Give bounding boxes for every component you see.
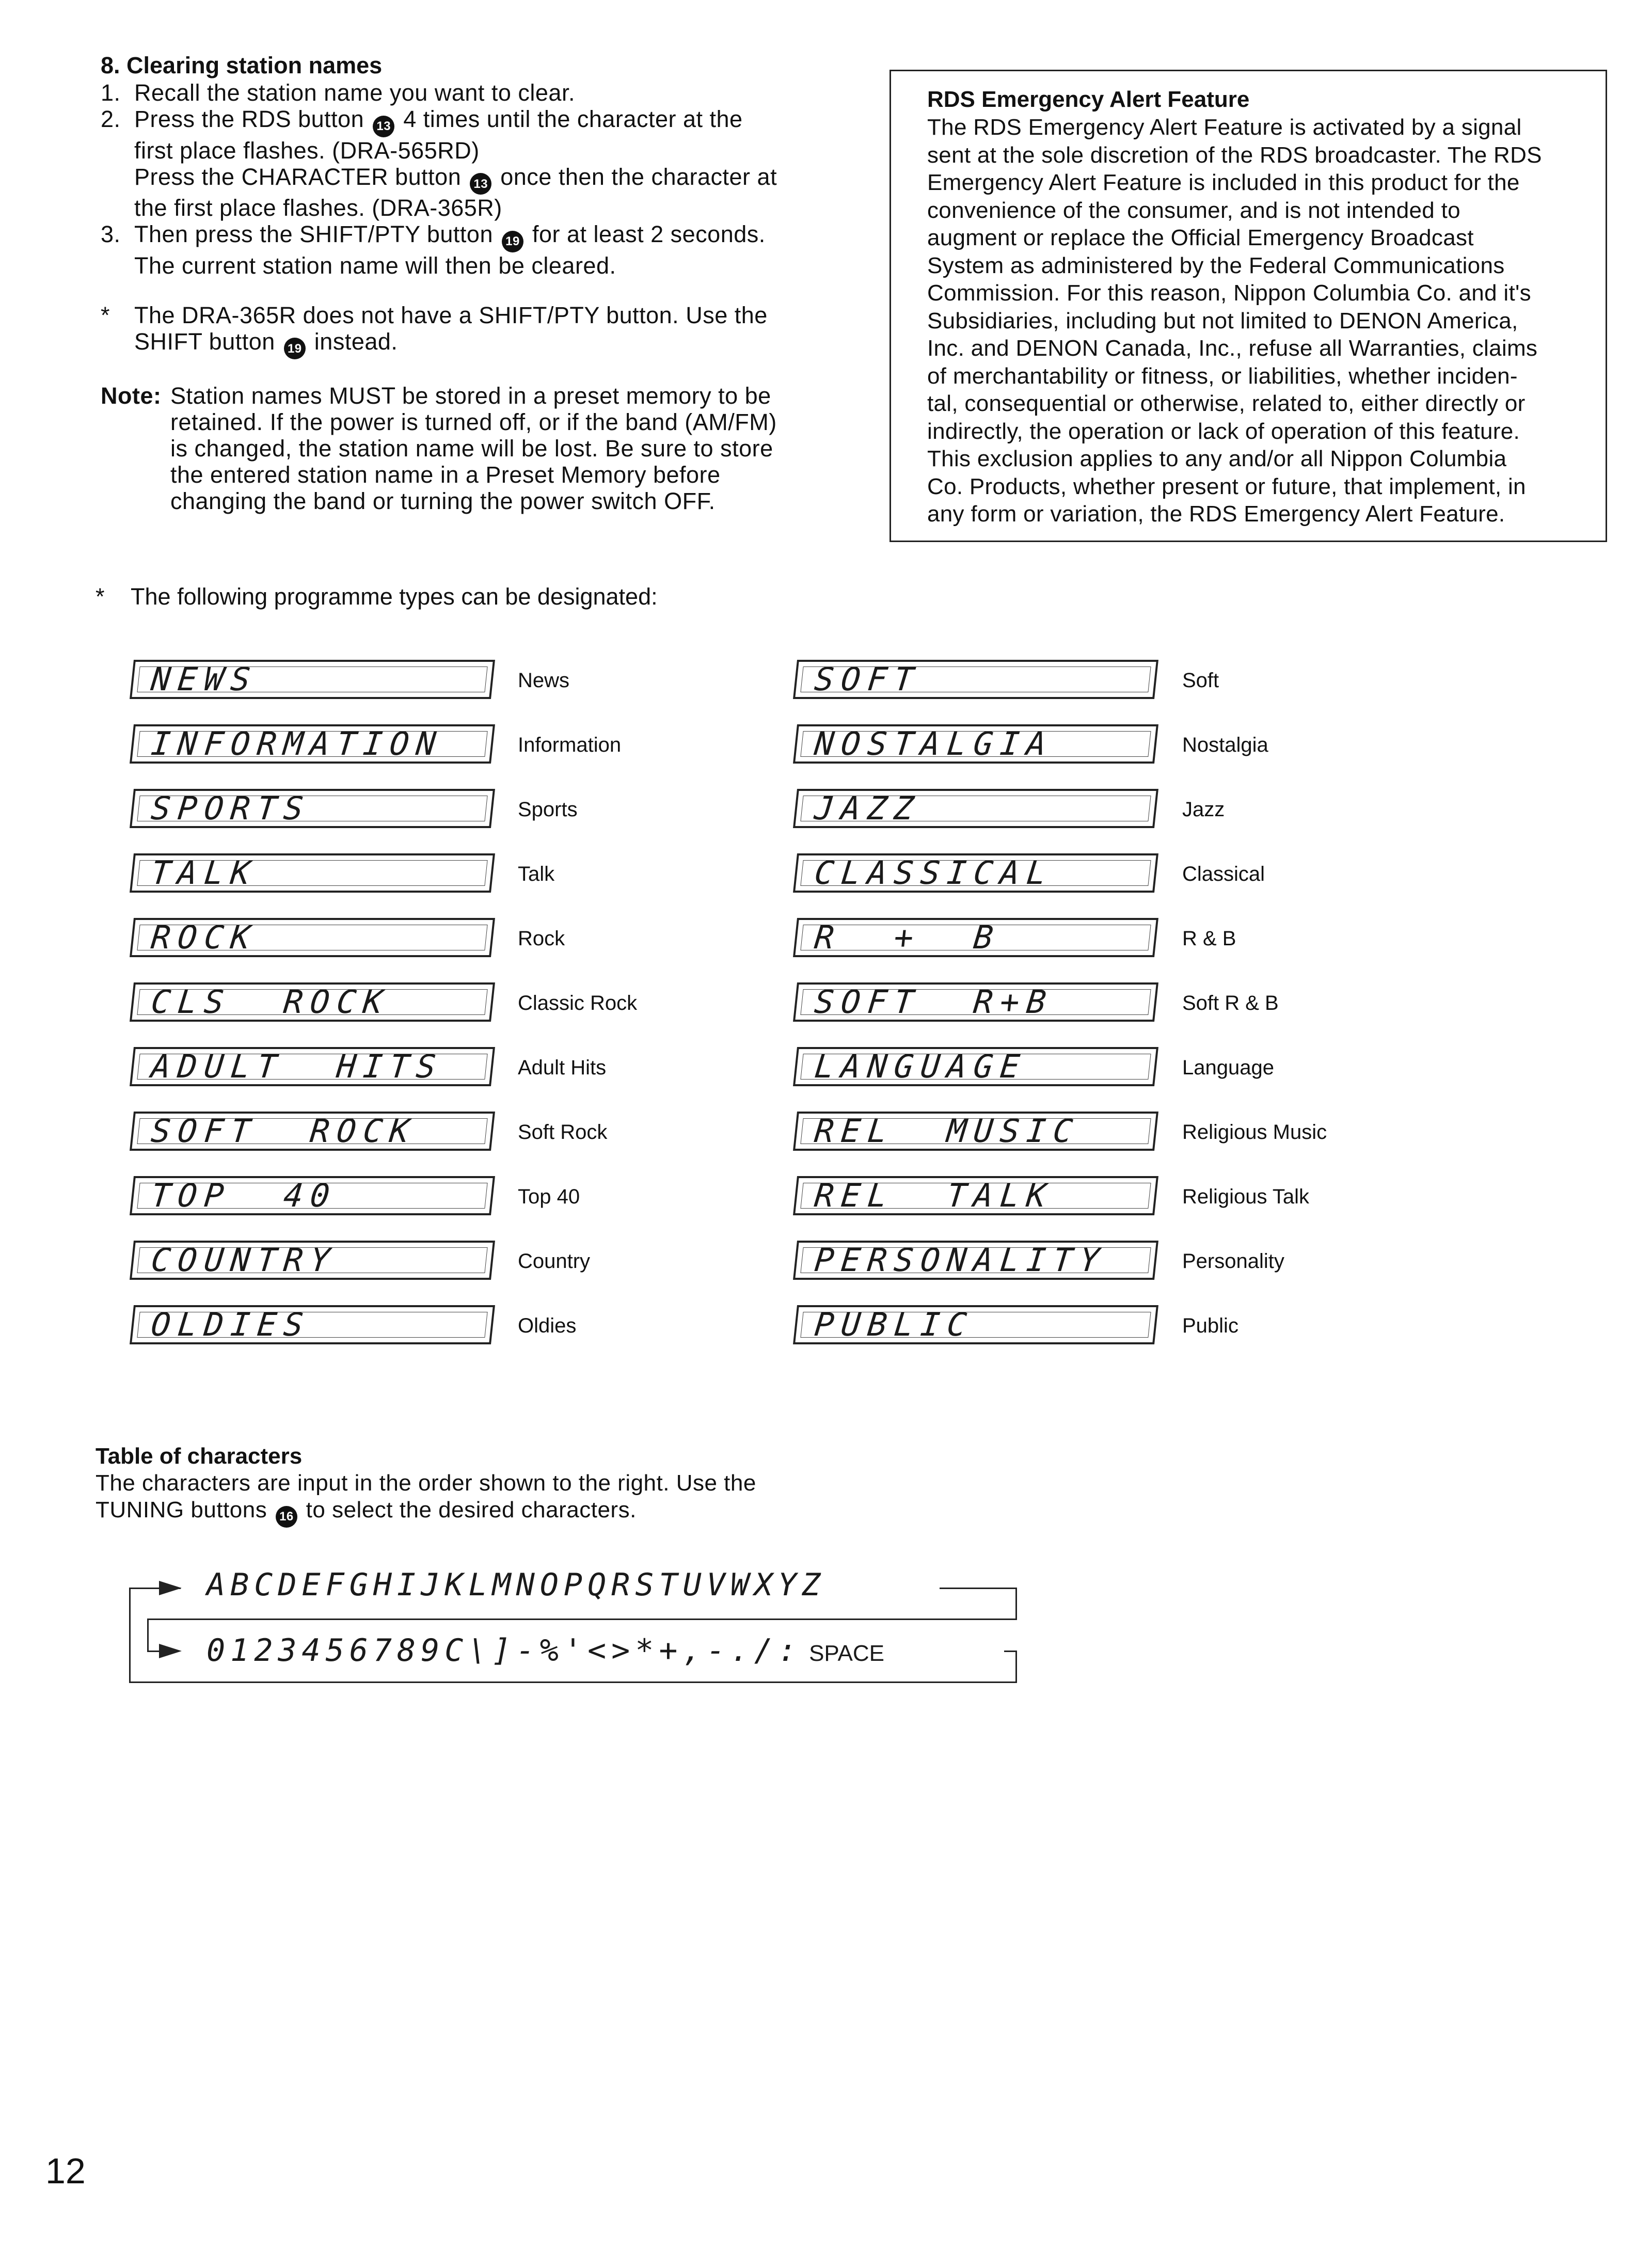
pty-display: R + B (793, 918, 1158, 957)
pty-label: Rock (518, 927, 565, 950)
alert-line: Inc. and DENON Canada, Inc., refuse all Warranties, claims (927, 336, 1538, 361)
button-19-icon: 19 (284, 338, 306, 359)
alert-line: tal, consequential or otherwise, related to, either directly or (927, 391, 1526, 416)
pty-display: REL MUSIC (793, 1112, 1158, 1151)
diagram-line (940, 1588, 1017, 1589)
rds-alert-box (889, 70, 1607, 542)
pty-label: Soft R & B (1182, 992, 1279, 1014)
diagram-line (129, 1588, 131, 1683)
step-number: 2. (101, 106, 121, 132)
pty-display: CLS ROCK (130, 982, 495, 1022)
pty-label: Personality (1182, 1250, 1284, 1273)
char-table-section (96, 1443, 870, 1528)
alert-line: sent at the sole discretion of the RDS broadcaster. The RDS (927, 142, 1542, 168)
step-number: 3. (101, 221, 121, 247)
pty-display: NEWS (130, 660, 495, 699)
step-line (134, 195, 823, 221)
char-table-text: The characters are input in the order shown to the right. Use the (96, 1470, 756, 1496)
alert-line: augment or replace the Official Emergency Broadcast (927, 225, 1474, 250)
clearing-steps (101, 80, 823, 279)
diagram-line (147, 1619, 149, 1652)
step-text: first place flashes. (DRA-565RD) (134, 137, 480, 164)
step-text: Press the RDS button (134, 106, 371, 132)
shift-note-text: SHIFT button (134, 328, 282, 355)
alert-line: any form or variation, the RDS Emergency Alert Feature. (927, 501, 1505, 527)
pty-label: Religious Music (1182, 1121, 1327, 1144)
alert-body (927, 114, 1585, 528)
step-text: the first place flashes. (DRA-365R) (134, 195, 502, 221)
step-number: 1. (101, 80, 121, 106)
pty-display: JAZZ (793, 789, 1158, 828)
arrow-right-icon (159, 1581, 182, 1595)
step-line (134, 221, 823, 252)
clearing-step (101, 221, 823, 279)
pty-label: Classical (1182, 863, 1265, 885)
char-row-2-chars: 0123456789C\]-%'<>*+,-./: (206, 1632, 802, 1669)
button-19-icon: 19 (502, 231, 523, 252)
programme-intro-text: The following programme types can be designated: (131, 583, 658, 610)
pty-display: REL TALK (793, 1176, 1158, 1215)
arrow-right-icon (159, 1644, 182, 1658)
char-table-text (96, 1497, 870, 1528)
pty-label: Soft (1182, 669, 1219, 692)
pty-label: Sports (518, 798, 578, 821)
note-line: retained. If the power is turned off, or if the band (AM/FM) (170, 409, 777, 435)
char-table-text-part: to select the desired characters. (299, 1497, 637, 1522)
pty-label: Country (518, 1250, 591, 1273)
pty-display: ROCK (130, 918, 495, 957)
note-line: the entered station name in a Preset Memory before (170, 462, 721, 488)
diagram-line (129, 1681, 1017, 1683)
page-number: 12 (45, 2151, 86, 2191)
pty-label: Jazz (1182, 798, 1225, 821)
pty-display: CLASSICAL (793, 853, 1158, 893)
bullet-star: * (96, 583, 105, 610)
note-label: Note: (101, 383, 162, 409)
alert-line: System as administered by the Federal Communications (927, 252, 1505, 278)
shift-note-line (134, 328, 823, 360)
pty-display: LANGUAGE (793, 1047, 1158, 1086)
step-text: Then press the SHIFT/PTY button (134, 221, 500, 247)
alert-line: convenience of the consumer, and is not intended to (927, 197, 1460, 223)
pty-label: Language (1182, 1056, 1274, 1079)
pty-label: Nostalgia (1182, 734, 1268, 756)
char-row-2 (206, 1632, 884, 1669)
pty-label: R & B (1182, 927, 1236, 950)
char-row-1: ABCDEFGHIJKLMNOPQRSTUVWXYZ (206, 1567, 826, 1603)
step-text: Recall the station name you want to clear. (134, 80, 575, 106)
alert-line: The RDS Emergency Alert Feature is activated by a signal (927, 115, 1522, 140)
pty-label: Classic Rock (518, 992, 638, 1014)
pty-display: COUNTRY (130, 1241, 495, 1280)
pty-display: NOSTALGIA (793, 724, 1158, 764)
pty-display: ADULT HITS (130, 1047, 495, 1086)
pty-display: SOFT ROCK (130, 1112, 495, 1151)
note-line: is changed, the station name will be lost. Be sure to store (170, 435, 773, 462)
pty-label: Adult Hits (518, 1056, 607, 1079)
pty-label: Religious Talk (1182, 1185, 1310, 1208)
step-text: The current station name will then be cleared. (134, 252, 616, 279)
char-table-title: Table of characters (96, 1443, 303, 1469)
alert-line: This exclusion applies to any and/or all Nippon Columbia (927, 446, 1507, 471)
button-16-icon: 16 (276, 1506, 297, 1528)
alert-title: RDS Emergency Alert Feature (927, 87, 1250, 112)
shift-note-line: The DRA-365R does not have a SHIFT/PTY button. Use the (134, 302, 768, 328)
alert-line: indirectly, the operation or lack of operation of this feature. (927, 418, 1520, 444)
space-label: SPACE (809, 1641, 884, 1666)
pty-display: SOFT (793, 660, 1158, 699)
pty-label: Talk (518, 863, 555, 885)
pty-label: Soft Rock (518, 1121, 608, 1144)
pty-label: Oldies (518, 1314, 577, 1337)
alert-line: Emergency Alert Feature is included in this product for the (927, 170, 1520, 195)
bullet-star: * (101, 302, 110, 328)
step-text: Press the CHARACTER button (134, 163, 468, 190)
step-line (134, 80, 823, 106)
pty-label: News (518, 669, 570, 692)
pty-display: OLDIES (130, 1305, 495, 1344)
step-line (134, 106, 823, 137)
step-text: for at least 2 seconds. (526, 221, 766, 247)
note-line: Station names MUST be stored in a preset memory to be (170, 383, 771, 409)
pty-label: Top 40 (518, 1185, 580, 1208)
shift-note (101, 302, 823, 360)
pty-display: SPORTS (130, 789, 495, 828)
pty-label: Public (1182, 1314, 1238, 1337)
note-block (101, 383, 823, 514)
button-13-icon: 13 (470, 173, 491, 195)
step-text: once then the character at (494, 163, 777, 190)
note-line: changing the band or turning the power switch OFF. (170, 488, 716, 514)
pty-display: TALK (130, 853, 495, 893)
pty-display: SOFT R+B (793, 982, 1158, 1022)
alert-line: Commission. For this reason, Nippon Columbia Co. and it's (927, 280, 1531, 306)
programme-intro (96, 583, 658, 610)
alert-line: Subsidiaries, including but not limited to DENON America, (927, 308, 1518, 334)
clearing-section (101, 52, 823, 514)
char-table-text-part: TUNING buttons (96, 1497, 274, 1522)
pty-display: TOP 40 (130, 1176, 495, 1215)
step-text: 4 times until the character at the (396, 106, 743, 132)
alert-line: Co. Products, whether present or future, that implement, in (927, 473, 1526, 499)
clearing-heading: 8. Clearing station names (101, 52, 383, 78)
diagram-line (1015, 1588, 1017, 1619)
step-line (134, 137, 823, 164)
shift-note-text: instead. (307, 328, 398, 355)
pty-display: PUBLIC (793, 1305, 1158, 1344)
pty-label: Information (518, 734, 622, 756)
clearing-step (101, 80, 823, 106)
diagram-line (147, 1619, 1017, 1620)
diagram-line (1015, 1651, 1017, 1683)
pty-display: PERSONALITY (793, 1241, 1158, 1280)
step-line (134, 164, 823, 195)
button-13-icon: 13 (373, 116, 394, 137)
clearing-step (101, 106, 823, 221)
alert-line: of merchantability or fitness, or liabilities, whether inciden- (927, 363, 1518, 389)
pty-display: INFORMATION (130, 724, 495, 764)
step-line (134, 252, 823, 279)
